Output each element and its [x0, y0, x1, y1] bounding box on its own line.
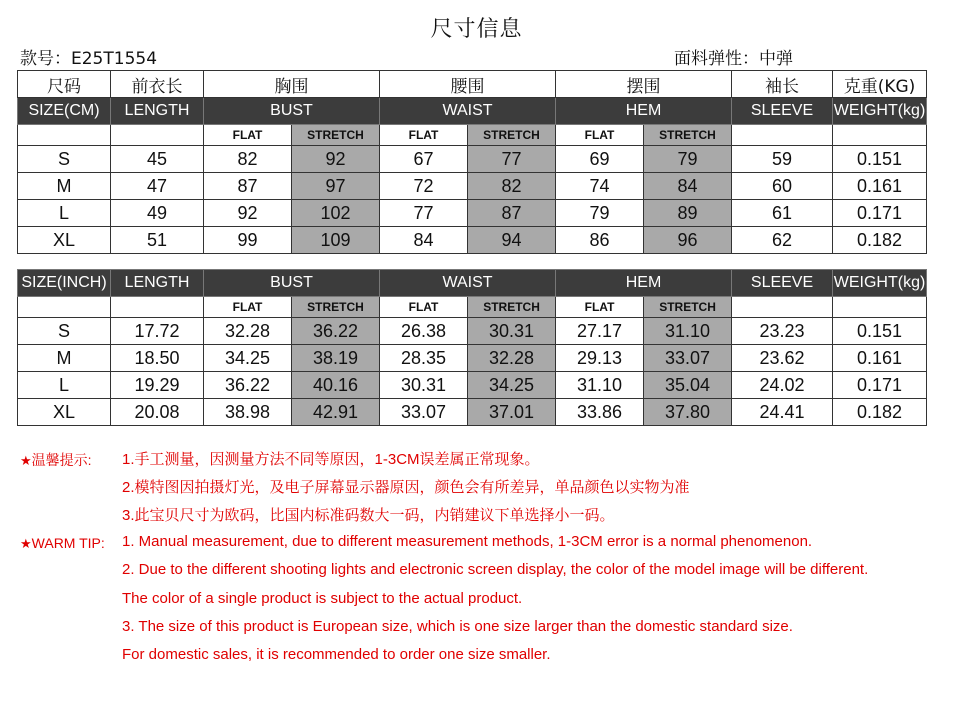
- en-tip-line: The color of a single product is subject to the actual product.: [122, 590, 523, 607]
- measurement-cell: 33.07: [644, 345, 732, 372]
- subheader-cell: STRETCH: [468, 297, 556, 318]
- measurement-cell: 36.22: [292, 318, 380, 345]
- measurement-cell: 33.07: [380, 399, 468, 426]
- measurement-cell: 62: [732, 227, 833, 254]
- empty-cell: [18, 297, 111, 318]
- empty-cell: [111, 125, 204, 146]
- measurement-cell: 33.86: [556, 399, 644, 426]
- measurement-cell: 37.80: [644, 399, 732, 426]
- header-cell: WEIGHT(kg): [833, 270, 927, 297]
- size-label-cell: L: [18, 200, 111, 227]
- subheader-cell: STRETCH: [468, 125, 556, 146]
- measurement-cell: 26.38: [380, 318, 468, 345]
- header-cell: SLEEVE: [732, 270, 833, 297]
- en-tip-line: 2. Due to the different shooting lights and electronic screen display, the color of the model image will be different.: [122, 561, 869, 578]
- measurement-cell: 32.28: [204, 318, 292, 345]
- measurement-cell: 47: [111, 173, 204, 200]
- en-tip-line: 3. The size of this product is European size, which is one size larger than the domestic standard size.: [122, 618, 793, 635]
- en-tip-label: [20, 535, 105, 552]
- cn-tip-label-text: 温馨提示:: [31, 452, 92, 468]
- measurement-cell: 34.25: [204, 345, 292, 372]
- measurement-cell: 0.171: [833, 200, 927, 227]
- en-tip-line: 1. Manual measurement, due to different measurement methods, 1-3CM error is a normal phenomenon.: [122, 533, 813, 550]
- measurement-cell: 38.19: [292, 345, 380, 372]
- header-cell: LENGTH: [111, 98, 204, 125]
- measurement-cell: 18.50: [111, 345, 204, 372]
- header-cell: HEM: [556, 270, 732, 297]
- cn-tip-line: 1.手工测量，因测量方法不同等原因，1-3CM误差属正常现象。: [122, 451, 540, 468]
- cn-tip-line: 2.模特图因拍摄灯光，及电子屏幕显示器原因，颜色会有所差异，单品颜色以实物为准: [122, 479, 690, 496]
- header-cell: 腰围: [380, 71, 556, 98]
- en-tip-line: For domestic sales, it is recommended to order one size smaller.: [122, 646, 551, 663]
- measurement-cell: 0.182: [833, 227, 927, 254]
- measurement-cell: 28.35: [380, 345, 468, 372]
- measurement-cell: 45: [111, 146, 204, 173]
- measurement-cell: 77: [468, 146, 556, 173]
- measurement-cell: 99: [204, 227, 292, 254]
- measurement-cell: 92: [292, 146, 380, 173]
- header-cell: 前衣长: [111, 71, 204, 98]
- header-cell: WAIST: [380, 270, 556, 297]
- header-cell: 胸围: [204, 71, 380, 98]
- fabric-elasticity: 面料弹性：中弹: [674, 49, 793, 69]
- table-row: [18, 146, 927, 173]
- measurement-cell: 17.72: [111, 318, 204, 345]
- table-header-english: [18, 98, 927, 125]
- measurement-cell: 67: [380, 146, 468, 173]
- measurement-cell: 92: [204, 200, 292, 227]
- page-title: 尺寸信息: [430, 17, 523, 42]
- measurement-cell: 94: [468, 227, 556, 254]
- measurement-cell: 23.23: [732, 318, 833, 345]
- measurement-cell: 49: [111, 200, 204, 227]
- measurement-cell: 31.10: [556, 372, 644, 399]
- size-table-inch: [17, 269, 927, 426]
- table-subheader: [18, 297, 927, 318]
- measurement-cell: 0.151: [833, 146, 927, 173]
- size-label-cell: M: [18, 173, 111, 200]
- star-icon: ★: [20, 453, 32, 468]
- header-cell: BUST: [204, 98, 380, 125]
- subheader-cell: STRETCH: [292, 125, 380, 146]
- measurement-cell: 20.08: [111, 399, 204, 426]
- measurement-cell: 79: [644, 146, 732, 173]
- header-cell: HEM: [556, 98, 732, 125]
- measurement-cell: 84: [380, 227, 468, 254]
- subheader-cell: FLAT: [556, 297, 644, 318]
- table-row: [18, 318, 927, 345]
- header-cell: BUST: [204, 270, 380, 297]
- header-cell: 克重(KG): [833, 71, 927, 98]
- measurement-cell: 82: [468, 173, 556, 200]
- measurement-cell: 0.171: [833, 372, 927, 399]
- measurement-cell: 86: [556, 227, 644, 254]
- measurement-cell: 61: [732, 200, 833, 227]
- measurement-cell: 87: [204, 173, 292, 200]
- measurement-cell: 36.22: [204, 372, 292, 399]
- measurement-cell: 31.10: [644, 318, 732, 345]
- measurement-cell: 82: [204, 146, 292, 173]
- measurement-cell: 40.16: [292, 372, 380, 399]
- measurement-cell: 34.25: [468, 372, 556, 399]
- measurement-cell: 0.182: [833, 399, 927, 426]
- header-cell: 尺码: [18, 71, 111, 98]
- measurement-cell: 38.98: [204, 399, 292, 426]
- measurement-cell: 30.31: [380, 372, 468, 399]
- measurement-cell: 51: [111, 227, 204, 254]
- header-cell: WAIST: [380, 98, 556, 125]
- size-label-cell: L: [18, 372, 111, 399]
- header-cell: SIZE(CM): [18, 98, 111, 125]
- cn-tip-line: 3.此宝贝尺寸为欧码，比国内标准码数大一码，内销建议下单选择小一码。: [122, 507, 615, 524]
- measurement-cell: 24.02: [732, 372, 833, 399]
- size-label-cell: S: [18, 146, 111, 173]
- measurement-cell: 89: [644, 200, 732, 227]
- measurement-cell: 77: [380, 200, 468, 227]
- measurement-cell: 0.151: [833, 318, 927, 345]
- measurement-cell: 27.17: [556, 318, 644, 345]
- measurement-cell: 23.62: [732, 345, 833, 372]
- subheader-cell: FLAT: [204, 297, 292, 318]
- en-tip-label-text: WARM TIP:: [31, 535, 105, 551]
- subheader-cell: FLAT: [556, 125, 644, 146]
- table-subheader: [18, 125, 927, 146]
- subheader-cell: STRETCH: [292, 297, 380, 318]
- empty-cell: [732, 125, 833, 146]
- measurement-cell: 19.29: [111, 372, 204, 399]
- subheader-cell: FLAT: [380, 297, 468, 318]
- style-number: 款号：E25T1554: [20, 49, 158, 69]
- empty-cell: [111, 297, 204, 318]
- measurement-cell: 74: [556, 173, 644, 200]
- subheader-cell: STRETCH: [644, 125, 732, 146]
- table-row: [18, 345, 927, 372]
- measurement-cell: 42.91: [292, 399, 380, 426]
- cn-tip-label: [20, 450, 92, 470]
- star-icon: ★: [20, 536, 32, 551]
- empty-cell: [833, 125, 927, 146]
- empty-cell: [732, 297, 833, 318]
- measurement-cell: 32.28: [468, 345, 556, 372]
- size-table-cm: [17, 70, 927, 254]
- header-cell: SIZE(INCH): [18, 270, 111, 297]
- measurement-cell: 35.04: [644, 372, 732, 399]
- measurement-cell: 60: [732, 173, 833, 200]
- table-row: [18, 372, 927, 399]
- table-row: [18, 227, 927, 254]
- measurement-cell: 109: [292, 227, 380, 254]
- table-row: [18, 173, 927, 200]
- table-row: [18, 200, 927, 227]
- measurement-cell: 59: [732, 146, 833, 173]
- measurement-cell: 87: [468, 200, 556, 227]
- subheader-cell: FLAT: [204, 125, 292, 146]
- size-label-cell: M: [18, 345, 111, 372]
- measurement-cell: 0.161: [833, 345, 927, 372]
- header-cell: 摆围: [556, 71, 732, 98]
- empty-cell: [833, 297, 927, 318]
- header-cell: LENGTH: [111, 270, 204, 297]
- measurement-cell: 72: [380, 173, 468, 200]
- size-label-cell: XL: [18, 399, 111, 426]
- measurement-cell: 30.31: [468, 318, 556, 345]
- subheader-cell: STRETCH: [644, 297, 732, 318]
- measurement-cell: 29.13: [556, 345, 644, 372]
- measurement-cell: 102: [292, 200, 380, 227]
- measurement-cell: 24.41: [732, 399, 833, 426]
- header-cell: 袖长: [732, 71, 833, 98]
- empty-cell: [18, 125, 111, 146]
- header-cell: SLEEVE: [732, 98, 833, 125]
- measurement-cell: 97: [292, 173, 380, 200]
- table-header-chinese: [18, 71, 927, 98]
- measurement-cell: 79: [556, 200, 644, 227]
- table-header-english: [18, 270, 927, 297]
- size-label-cell: XL: [18, 227, 111, 254]
- subheader-cell: FLAT: [380, 125, 468, 146]
- measurement-cell: 96: [644, 227, 732, 254]
- header-cell: WEIGHT(kg): [833, 98, 927, 125]
- measurement-cell: 84: [644, 173, 732, 200]
- measurement-cell: 37.01: [468, 399, 556, 426]
- size-label-cell: S: [18, 318, 111, 345]
- measurement-cell: 69: [556, 146, 644, 173]
- measurement-cell: 0.161: [833, 173, 927, 200]
- table-row: [18, 399, 927, 426]
